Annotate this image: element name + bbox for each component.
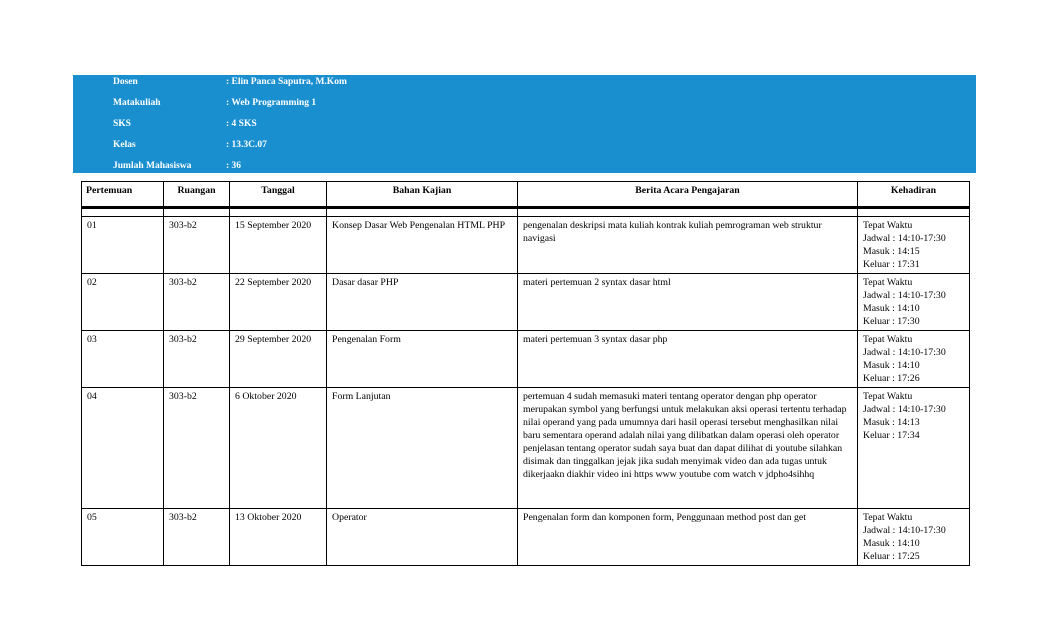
header-key: SKS — [113, 119, 131, 129]
cell-ruangan: 303-b2 — [164, 217, 230, 274]
cell-ruangan: 303-b2 — [164, 274, 230, 331]
header-value: : Elin Panca Saputra, M.Kom — [226, 77, 347, 87]
kehadiran-keluar: Keluar : 17:25 — [863, 551, 920, 562]
kehadiran-masuk: Masuk : 14:10 — [863, 360, 920, 371]
column-header-pertemuan: Pertemuan — [82, 182, 164, 208]
cell-tanggal: 6 Oktober 2020 — [230, 388, 327, 509]
cell-pertemuan: 05 — [82, 509, 164, 566]
header-key: Dosen — [113, 77, 138, 87]
column-header-berita-acara: Berita Acara Pengajaran — [518, 182, 858, 208]
header-value: : 4 SKS — [226, 119, 257, 129]
cell-ruangan: 303-b2 — [164, 331, 230, 388]
kehadiran-status: Tepat Waktu — [863, 512, 913, 523]
cell-tanggal: 22 September 2020 — [230, 274, 327, 331]
header-key: Jumlah Mahasiswa — [113, 161, 192, 171]
header-spacer-row — [82, 208, 970, 217]
header-value: : 13.3C.07 — [226, 140, 267, 150]
table-row — [82, 217, 970, 274]
kehadiran-status: Tepat Waktu — [863, 277, 913, 288]
cell-tanggal: 13 Oktober 2020 — [230, 509, 327, 566]
cell-kehadiran — [858, 217, 970, 274]
kehadiran-masuk: Masuk : 14:10 — [863, 538, 920, 549]
cell-berita-acara: pertemuan 4 sudah memasuki materi tentang operator dengan php operator merupakan symbol yang berfungsi untuk melakukan aksi operasi tertentu terhadap nilai operand yang pada umumnya dari hasil operasi tersebut menghasilkan nilai baru sementara operand adalah nilai yang dilibatkan dalam operasi oleh operator penjelasan tentang operator sudah saya buat dan dapat dilihat di youtube silahkan disimak dan tinggalkan jejak jika sudah menyimak video dan ada tugas untuk dikerjaakn diakhir video ini https www youtube com watch v jdpho4sihhq — [518, 388, 858, 509]
cell-kehadiran — [858, 331, 970, 388]
kehadiran-keluar: Keluar : 17:34 — [863, 430, 920, 441]
cell-pertemuan: 01 — [82, 217, 164, 274]
cell-kehadiran — [858, 274, 970, 331]
cell-bahan-kajian: Dasar dasar PHP — [327, 274, 518, 331]
cell-bahan-kajian: Form Lanjutan — [327, 388, 518, 509]
table-row — [82, 388, 970, 509]
kehadiran-masuk: Masuk : 14:15 — [863, 246, 920, 257]
cell-pertemuan: 04 — [82, 388, 164, 509]
header-key: Kelas — [113, 140, 136, 150]
cell-ruangan: 303-b2 — [164, 388, 230, 509]
kehadiran-jadwal: Jadwal : 14:10-17:30 — [863, 347, 946, 358]
cell-kehadiran — [858, 388, 970, 509]
cell-tanggal: 15 September 2020 — [230, 217, 327, 274]
cell-pertemuan: 03 — [82, 331, 164, 388]
cell-kehadiran — [858, 509, 970, 566]
cell-bahan-kajian: Pengenalan Form — [327, 331, 518, 388]
cell-pertemuan: 02 — [82, 274, 164, 331]
cell-berita-acara: materi pertemuan 3 syntax dasar php — [518, 331, 858, 388]
cell-berita-acara: materi pertemuan 2 syntax dasar html — [518, 274, 858, 331]
table-row — [82, 331, 970, 388]
kehadiran-status: Tepat Waktu — [863, 391, 913, 402]
kehadiran-keluar: Keluar : 17:31 — [863, 259, 920, 270]
table-header-row — [82, 182, 970, 208]
column-header-bahan-kajian: Bahan Kajian — [327, 182, 518, 208]
kehadiran-keluar: Keluar : 17:30 — [863, 316, 920, 327]
kehadiran-jadwal: Jadwal : 14:10-17:30 — [863, 525, 946, 536]
column-header-kehadiran: Kehadiran — [858, 182, 970, 208]
table-row — [82, 274, 970, 331]
table-row — [82, 509, 970, 566]
kehadiran-status: Tepat Waktu — [863, 220, 913, 231]
column-header-tanggal: Tanggal — [230, 182, 327, 208]
cell-bahan-kajian: Konsep Dasar Web Pengenalan HTML PHP — [327, 217, 518, 274]
kehadiran-jadwal: Jadwal : 14:10-17:30 — [863, 404, 946, 415]
column-header-ruangan: Ruangan — [164, 182, 230, 208]
kehadiran-jadwal: Jadwal : 14:10-17:30 — [863, 233, 946, 244]
header-key: Matakuliah — [113, 98, 161, 108]
attendance-table — [81, 181, 970, 566]
kehadiran-status: Tepat Waktu — [863, 334, 913, 345]
header-value: : Web Programming 1 — [226, 98, 317, 108]
header-value: : 36 — [226, 161, 242, 171]
kehadiran-masuk: Masuk : 14:10 — [863, 303, 920, 314]
cell-tanggal: 29 September 2020 — [230, 331, 327, 388]
cell-bahan-kajian: Operator — [327, 509, 518, 566]
cell-berita-acara: pengenalan deskripsi mata kuliah kontrak kuliah pemrograman web struktur navigasi — [518, 217, 858, 274]
cell-ruangan: 303-b2 — [164, 509, 230, 566]
cell-berita-acara: Pengenalan form dan komponen form, Penggunaan method post dan get — [518, 509, 858, 566]
kehadiran-masuk: Masuk : 14:13 — [863, 417, 920, 428]
kehadiran-jadwal: Jadwal : 14:10-17:30 — [863, 290, 946, 301]
kehadiran-keluar: Keluar : 17:26 — [863, 373, 920, 384]
course-info-header — [73, 75, 976, 173]
